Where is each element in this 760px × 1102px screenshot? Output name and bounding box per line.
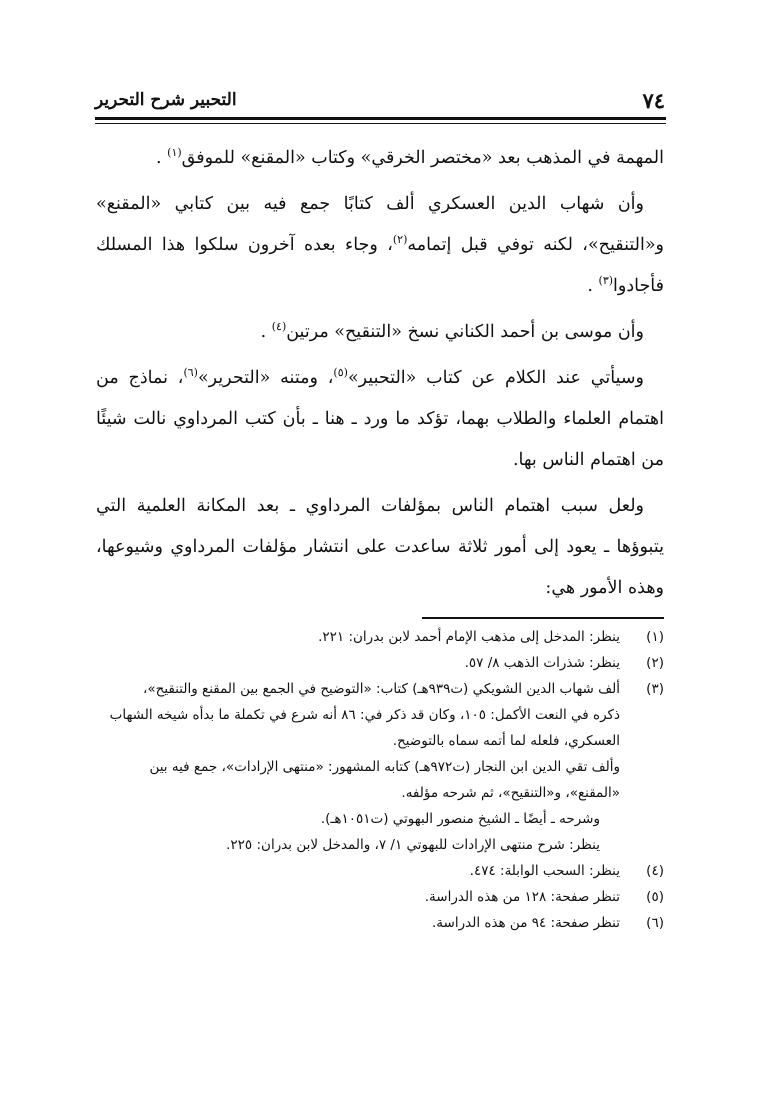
footnote-3 (96, 676, 664, 858)
footnote-number: (٥) (646, 889, 664, 905)
footnote-ref-4: (٤) (271, 320, 287, 334)
footnote-number: (٤) (646, 863, 664, 879)
running-title: التحبير شرح التحرير (95, 90, 237, 110)
page-number: ٧٤ (642, 88, 665, 113)
paragraph-1: المهمة في المذهب بعد «مختصر الخرقي» وكتاب «المقنع» للموفق$^{(١)}$ . (156, 146, 664, 168)
footnote-ref-5: (٥) (333, 366, 348, 380)
paragraph-4: وسيأتي عند الكلام عن كتاب «التحبير»$^{(٥)}$، ومتنه «التحرير»$^{(٦)}$، نماذج من اهتمام العلماء والطلاب بهما، تؤكد ما ورد ـ هنا ـ بأن كتب المرداوي نالت شيئًا من اهتمام الناس بها. (96, 366, 664, 470)
footnote-ref-6: (٦) (183, 366, 198, 380)
footnote-text: ذكره في النعت الأكمل: ١٠٥، وكان قد ذكر في: ٨٦ أنه شرع في تكملة ما بدأه شيخه الشهاب (109, 707, 620, 723)
footnote-number: (٣) (646, 681, 664, 697)
footnote-text: ينظر: السحب الوابلة: ٤٧٤. (469, 863, 620, 879)
paragraph-5: ولعل سبب اهتمام الناس بمؤلفات المرداوي ـ بعد المكانة العلمية التي يتبوؤها ـ يعود إلى أمور ثلاثة ساعدت على انتشار مؤلفات المرداوي وشيوعها، وهذه الأمور هي: (96, 496, 664, 598)
footnote-ref-3: (٣) (598, 274, 614, 288)
footnote-text: ينظر: شذرات الذهب ٨/ ٥٧. (464, 655, 620, 671)
main-text (96, 138, 664, 614)
footnote-text: تنظر صفحة: ٩٤ من هذه الدراسة. (432, 915, 620, 931)
footnote-1 (96, 624, 664, 650)
header-rule-thin (95, 123, 666, 124)
footnote-ref-1: (١) (167, 146, 182, 160)
footnote-separator (422, 617, 664, 619)
footnote-text: وألف تقي الدين ابن النجار (ت٩٧٢هـ) كتابه المشهور: «منتهى الإرادات»، جمع فيه بين (149, 759, 620, 775)
footnote-6 (96, 910, 664, 936)
header-rule-thick (95, 117, 666, 120)
footnote-text: ألف شهاب الدين الشويكي (ت٩٣٩هـ) كتاب: «التوضيح في الجمع بين المقنع والتنقيح»، (142, 681, 620, 697)
footnote-number: (٦) (646, 915, 664, 931)
footnote-text: ينظر: المدخل إلى مذهب الإمام أحمد لابن بدران: ٢٢١. (318, 629, 620, 645)
footnote-text: وشرحه ـ أيضًا ـ الشيخ منصور البهوتي (ت١٠٥١هـ). (320, 811, 600, 827)
footnote-number: (٢) (646, 655, 664, 671)
footnote-4 (96, 858, 664, 884)
footnote-ref-2: (٢) (392, 233, 408, 247)
footnotes (96, 624, 664, 936)
paragraph-3: وأن موسى بن أحمد الكناني نسخ «التنقيح» مرتين$^{(٤)}$ . (260, 320, 644, 342)
footnote-text: ينظر: شرح منتهى الإرادات للبهوتي ١/ ٧، والمدخل لابن بدران: ٢٢٥. (226, 837, 600, 853)
footnote-2 (96, 650, 664, 676)
running-header (95, 88, 665, 114)
paragraph-2: وأن شهاب الدين العسكري ألف كتابًا جمع فيه بين كتابي «المقنع» و«التنقيح»، لكنه توفي قبل إتمامه$^{(٢)}$، وجاء بعده آخرون سلكوا هذا المسلك فأجادوا$^{(٣)}$ . (96, 194, 664, 296)
footnote-text: العسكري، فلعله لما أتمه سماه بالتوضيح. (392, 733, 620, 749)
footnote-text: تنظر صفحة: ١٢٨ من هذه الدراسة. (424, 889, 620, 905)
footnote-number: (١) (646, 629, 664, 645)
footnote-5 (96, 884, 664, 910)
footnote-text: «المقنع»، و«التنقيح»، ثم شرحه مؤلفه. (401, 785, 620, 801)
